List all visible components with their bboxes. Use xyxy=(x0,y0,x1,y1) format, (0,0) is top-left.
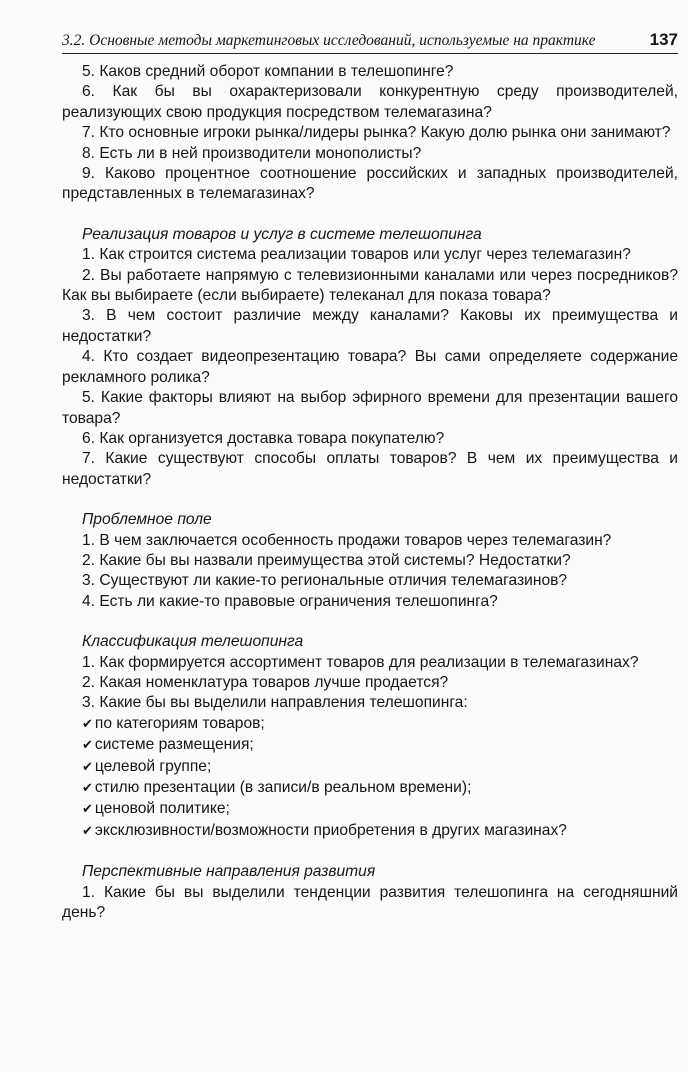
section-title: Реализация товаров и услуг в системе телешопинга xyxy=(82,225,482,243)
checklist-item-text: стилю презентации (в записи/в реальном времени); xyxy=(94,779,472,796)
checklist-item-text: целевой группе; xyxy=(94,757,212,775)
question-item: 5. Какие факторы влияют на выбор эфирного времени для презентации вашего товара? xyxy=(62,389,678,427)
checklist-item xyxy=(62,778,678,799)
header-title: 3.2. Основные методы маркетинговых исследований, используемые на практике xyxy=(62,32,596,49)
checkmark-icon: ✔ xyxy=(82,823,93,839)
question-item: 1. Какие бы вы выделили тенденции развития телешопинга на сегодняшний день? xyxy=(62,883,678,922)
question-item: 3. В чем состоит различие между каналами? Каковы их преимущества и недостатки? xyxy=(62,307,678,345)
question-item: 5. Каков средний оборот компании в телешопинге? xyxy=(82,63,454,80)
checkmark-icon: ✔ xyxy=(82,759,93,775)
page-number: 137 xyxy=(649,30,678,49)
question-item: 2. Какие бы вы назвали преимущества этой системы? Недостатки? xyxy=(82,551,571,569)
question-item: 7. Какие существуют способы оплаты товаров? В чем их преимущества и недостатки? xyxy=(62,450,678,488)
question-item: 3. Существуют ли какие-то региональные отличия телемагазинов? xyxy=(82,572,568,590)
checklist-item-text: эксклюзивности/возможности приобретения в других магазинах? xyxy=(94,821,567,839)
question-item: 1. В чем заключается особенность продажи товаров через телемагазин? xyxy=(82,531,612,549)
question-item: 6. Как организуется доставка товара покупателю? xyxy=(82,429,445,447)
question-item: 1. Как формируется ассортимент товаров для реализации в телемагазинах? xyxy=(82,653,639,671)
section-title: Классификация телешопинга xyxy=(82,633,304,651)
checklist-item xyxy=(62,821,678,842)
checkmark-icon: ✔ xyxy=(82,781,93,796)
section-title: Перспективные направления развития xyxy=(82,863,376,881)
question-item: 4. Кто создает видеопрезентацию товара? Вы сами определяете содержание рекламного ролика? xyxy=(62,348,678,386)
question-item: 4. Есть ли какие-то правовые ограничения телешопинга? xyxy=(82,592,498,610)
question-item: 9. Каково процентное соотношение российских и западных производителей, представленных в телемагазинах? xyxy=(62,165,678,203)
checklist-item-text: по категориям товаров; xyxy=(94,714,265,732)
question-item: 6. Как бы вы охарактеризовали конкурентную среду производителей, реализующих свою продукция посредством телемагазина? xyxy=(62,83,678,121)
section-title: Проблемное поле xyxy=(82,511,212,529)
question-item: 3. Какие бы вы выделили направления телешопинга: xyxy=(82,694,468,712)
question-item: 7. Кто основные игроки рынка/лидеры рынка? Какую долю рынка они занимают? xyxy=(82,124,671,142)
checkmark-icon: ✔ xyxy=(82,716,93,732)
checklist-item-text: ценовой политике; xyxy=(94,800,230,818)
checklist-item xyxy=(62,757,678,778)
question-item: 2. Какая номенклатура товаров лучше продается? xyxy=(82,673,449,691)
running-header xyxy=(62,30,678,54)
question-item: 2. Вы работаете напрямую с телевизионными каналами или через посредников? Как вы выбираете (если выбираете) телеканал для показа товара? xyxy=(62,266,678,305)
checklist-item-text: системе размещения; xyxy=(94,736,254,754)
checkmark-icon: ✔ xyxy=(82,802,93,818)
question-item: 8. Есть ли в ней производители монополисты? xyxy=(82,144,422,162)
checklist-item xyxy=(62,735,678,756)
question-item: 1. Как строится система реализации товаров или услуг через телемагазин? xyxy=(82,246,631,264)
page-body xyxy=(62,62,678,923)
checkmark-icon: ✔ xyxy=(82,738,93,754)
checklist-item xyxy=(62,799,678,820)
checklist-item xyxy=(62,714,678,735)
